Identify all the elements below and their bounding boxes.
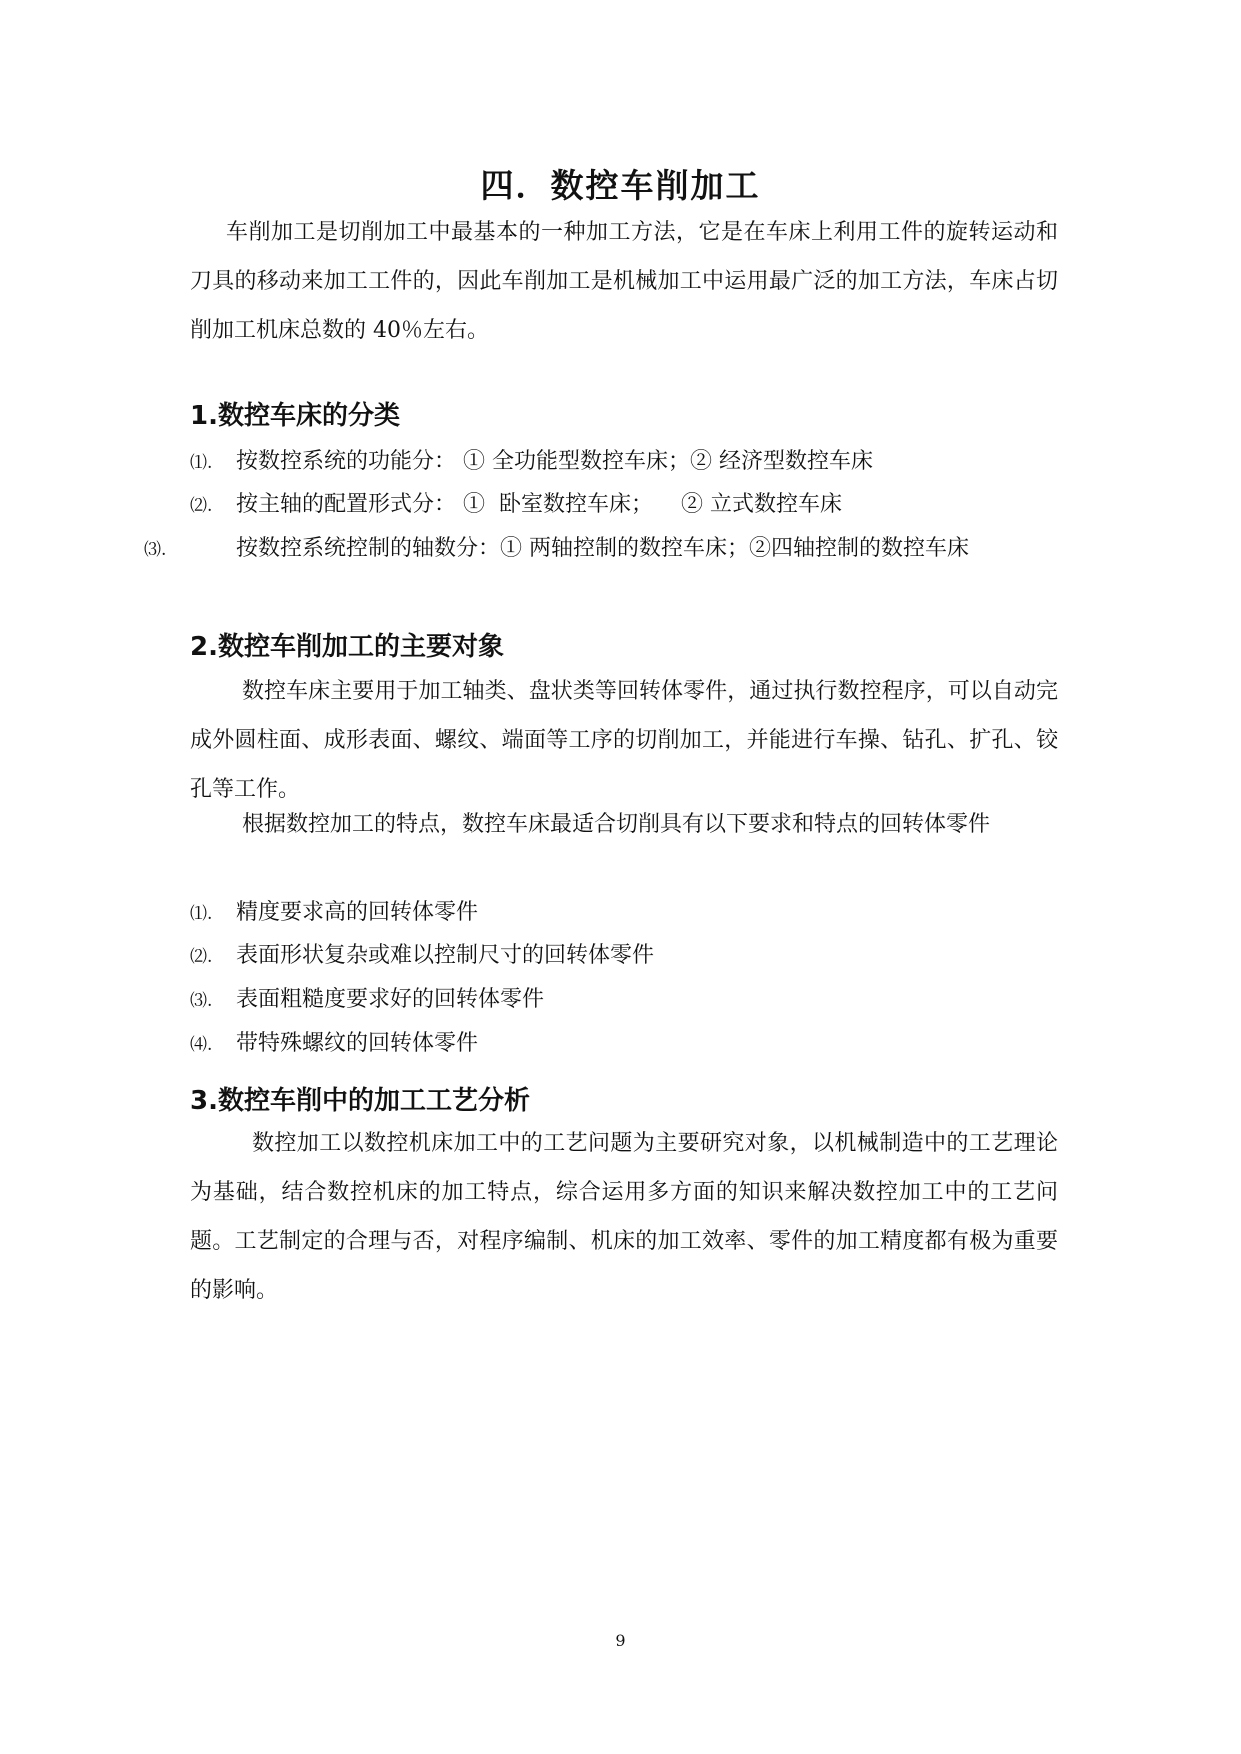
item-text: 按数控系统的功能分： ① 全功能型数控车床；② 经济型数控车床	[236, 449, 873, 474]
item-number: ⑴.	[190, 904, 213, 924]
item-text: 按主轴的配置形式分： ① 卧室数控车床； ② 立式数控车床	[236, 492, 842, 517]
item-text: 按数控系统控制的轴数分：① 两轴控制的数控车床；②四轴控制的数控车床	[236, 536, 969, 561]
item-number: ⑷.	[190, 1035, 213, 1055]
intro-paragraph: 车削加工是切削加工中最基本的一种加工方法，它是在车床上利用工件的旋转运动和刀具的移动来加工工件的，因此车削加工是机械加工中运用最广泛的加工方法，车床占切削加工机床总数的 40％左右。	[190, 220, 1058, 343]
section-3-heading: 3.数控车削中的加工工艺分析	[190, 1086, 530, 1116]
section-1-heading: 1.数控车床的分类	[190, 401, 400, 431]
page-title: 四．数控车削加工	[480, 166, 761, 205]
section-2-heading: 2.数控车削加工的主要对象	[190, 632, 504, 662]
item-text: 表面形状复杂或难以控制尺寸的回转体零件	[236, 943, 655, 968]
item-text: 精度要求高的回转体零件	[236, 900, 479, 925]
section-2-paragraph-1: 数控车床主要用于加工轴类、盘状类等回转体零件，通过执行数控程序，可以自动完成外圆柱面、成形表面、螺纹、端面等工序的切削加工，并能进行车操、钻孔、扩孔、铰孔等工作。	[190, 679, 1058, 802]
item-number: ⑴.	[190, 453, 213, 473]
section-1-item-3	[144, 524, 1104, 575]
item-text: 带特殊螺纹的回转体零件	[236, 1031, 479, 1056]
item-number: ⑵.	[190, 947, 213, 967]
item-number: ⑶.	[190, 991, 213, 1011]
item-text: 表面粗糙度要求好的回转体零件	[236, 987, 545, 1012]
section-2-item-4	[190, 1019, 1058, 1070]
section-2-paragraph-2: 根据数控加工的特点，数控车床最适合切削具有以下要求和特点的回转体零件	[242, 812, 991, 837]
item-number: ⑶.	[144, 540, 167, 560]
page-number: 9	[615, 1631, 626, 1650]
section-3-paragraph: 数控加工以数控机床加工中的工艺问题为主要研究对象，以机械制造中的工艺理论为基础，结合数控机床的加工特点，综合运用多方面的知识来解决数控加工中的工艺问题。工艺制定的合理与否，对程序编制、机床的加工效率、零件的加工精度都有极为重要的影响。	[190, 1131, 1058, 1303]
item-number: ⑵.	[190, 496, 213, 516]
